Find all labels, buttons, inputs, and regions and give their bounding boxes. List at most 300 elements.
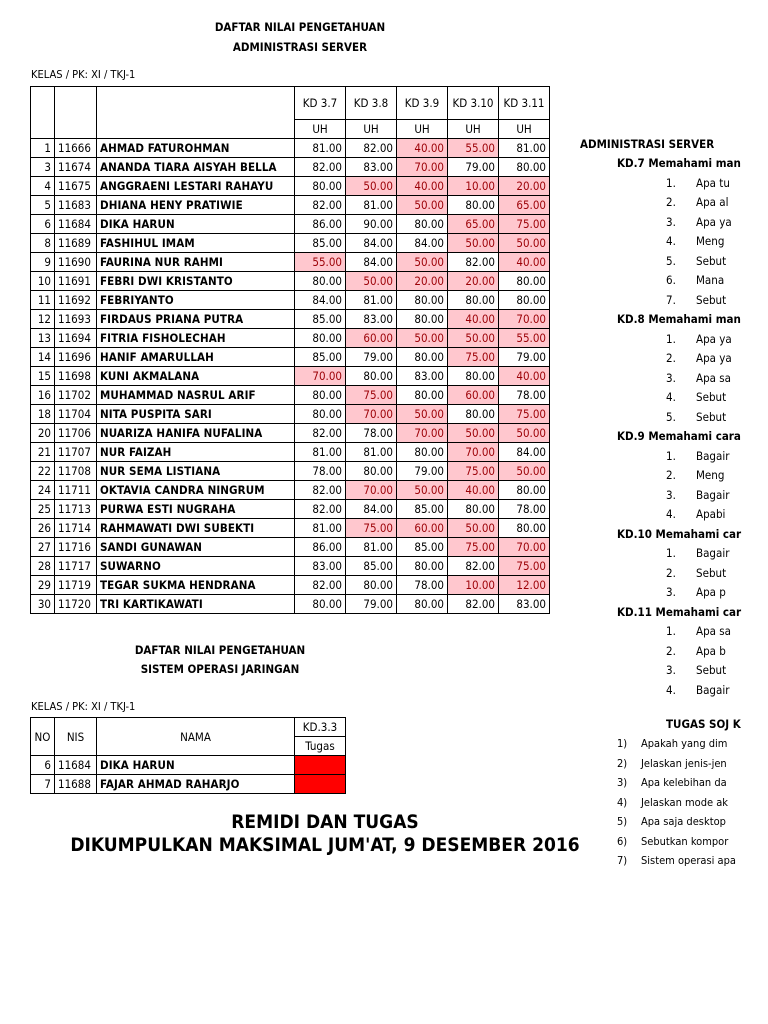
row-nis: 11698 [55, 367, 97, 386]
score-cell: 82.00 [448, 557, 499, 576]
row-nis: 11683 [55, 196, 97, 215]
question-item [666, 195, 728, 209]
row-no: 21 [31, 443, 55, 462]
remidi-deadline: DIKUMPULKAN MAKSIMAL JUM'AT, 9 DESEMBER 2016 [70, 834, 580, 856]
tugas-text: Jelaskan jenis-jen [641, 756, 727, 770]
question-text: Bagair [696, 448, 730, 463]
question-text: Apa tu [696, 175, 730, 190]
tugas-number: 6) [617, 834, 628, 848]
question-item [666, 371, 731, 385]
question-text: Apabi [696, 507, 726, 521]
table-row [31, 443, 550, 462]
row-nis: 11688 [55, 775, 97, 794]
question-number: 4. [666, 390, 676, 404]
score-cell: 80.00 [346, 462, 397, 481]
tugas-text: Apakah yang dim [641, 737, 728, 750]
tugas-heading: TUGAS SOJ K [666, 717, 741, 731]
score-cell: 79.00 [499, 348, 550, 367]
nama-header [97, 87, 295, 139]
question-item [666, 488, 729, 502]
question-text: Apa b [696, 643, 726, 658]
score-cell: 75.00 [499, 215, 550, 234]
table-row [31, 253, 550, 272]
score-cell: 70.00 [448, 443, 499, 462]
table-row [31, 775, 346, 794]
question-item [666, 254, 726, 268]
nis-header: NIS [55, 718, 97, 756]
kd-heading: KD.10 Memahami car [617, 526, 742, 541]
score-cell: 80.00 [295, 272, 346, 291]
score-cell: 82.00 [295, 576, 346, 595]
row-nis: 11719 [55, 576, 97, 595]
score-cell: 86.00 [295, 215, 346, 234]
question-item [666, 566, 726, 580]
tugas-item [617, 737, 727, 750]
table-row [31, 348, 550, 367]
question-item [666, 273, 724, 287]
score-cell: 82.00 [295, 500, 346, 519]
row-nis: 11684 [55, 215, 97, 234]
row-nis: 11666 [55, 139, 97, 158]
score-cell: 81.00 [295, 519, 346, 538]
row-nama: KUNI AKMALANA [97, 367, 295, 386]
row-nama: NITA PUSPITA SARI [97, 405, 295, 424]
score-cell: 20.00 [499, 177, 550, 196]
row-no: 4 [31, 177, 55, 196]
kd-header: KD 3.8 [346, 87, 397, 120]
score-cell: 75.00 [499, 557, 550, 576]
question-text: Sebut [696, 253, 727, 268]
row-no: 14 [31, 348, 55, 367]
question-number: 1. [666, 448, 676, 463]
score-cell: 80.00 [295, 595, 346, 614]
table-row [31, 158, 550, 177]
score-cell: 10.00 [448, 177, 499, 196]
tugas-item [617, 757, 727, 770]
score-cell: 40.00 [499, 253, 550, 272]
table-row [31, 424, 550, 443]
score-cell: 78.00 [499, 386, 550, 405]
score-cell: 80.00 [448, 196, 499, 215]
table-row [31, 329, 550, 348]
score-cell: 82.00 [295, 481, 346, 500]
score-cell: 82.00 [448, 595, 499, 614]
soj-subtitle: SISTEM OPERASI JARINGAN [140, 662, 300, 676]
table-row [31, 576, 550, 595]
question-number: 7. [666, 292, 676, 307]
row-no: 8 [31, 234, 55, 253]
tugas-item [617, 815, 726, 828]
question-number: 1. [666, 624, 676, 638]
right-heading: ADMINISTRASI SERVER [580, 137, 715, 151]
row-no: 1 [31, 139, 55, 158]
admin-grade-table [30, 86, 550, 614]
row-nis: 11696 [55, 348, 97, 367]
score-cell: 50.00 [448, 329, 499, 348]
question-item [666, 215, 732, 229]
uh-header: UH [346, 120, 397, 139]
score-cell: 75.00 [346, 386, 397, 405]
question-text: Apa p [696, 585, 726, 599]
question-number: 3. [666, 663, 676, 677]
kd-header: KD 3.9 [397, 87, 448, 120]
question-text: Apa al [696, 195, 729, 209]
score-cell: 80.00 [346, 576, 397, 595]
score-cell: 20.00 [397, 272, 448, 291]
row-nis: 11691 [55, 272, 97, 291]
no-header [31, 87, 55, 139]
score-cell: 82.00 [448, 253, 499, 272]
score-cell: 80.00 [448, 500, 499, 519]
row-nama: NUARIZA HANIFA NUFALINA [97, 424, 295, 443]
table-row [31, 756, 346, 775]
row-no: 9 [31, 253, 55, 272]
row-nama: TRI KARTIKAWATI [97, 595, 295, 614]
question-text: Meng [696, 234, 725, 248]
score-cell: 81.00 [346, 538, 397, 557]
row-no: 20 [31, 424, 55, 443]
score-cell: 84.00 [346, 234, 397, 253]
row-no: 27 [31, 538, 55, 557]
tugas-item [617, 796, 728, 809]
score-cell: 40.00 [397, 139, 448, 158]
question-item [666, 234, 724, 248]
question-text: Sebut [696, 292, 727, 307]
question-item [666, 176, 730, 190]
score-cell: 65.00 [448, 215, 499, 234]
table-row [31, 215, 550, 234]
row-no: 18 [31, 405, 55, 424]
tugas-text: Apa kelebihan da [641, 776, 727, 789]
question-item [666, 624, 731, 638]
row-nis: 11694 [55, 329, 97, 348]
question-text: Bagair [696, 546, 730, 560]
row-nama: FAJAR AHMAD RAHARJO [97, 775, 295, 794]
row-nama: FASHIHUL IMAM [97, 234, 295, 253]
tugas-missing-cell [295, 775, 346, 794]
score-cell: 65.00 [499, 196, 550, 215]
score-cell: 80.00 [295, 329, 346, 348]
score-cell: 50.00 [397, 253, 448, 272]
score-cell: 40.00 [499, 367, 550, 386]
score-cell: 83.00 [397, 367, 448, 386]
kd-heading: KD.8 Memahami man [617, 312, 741, 326]
score-cell: 79.00 [397, 462, 448, 481]
question-item [666, 468, 724, 482]
question-item [666, 351, 732, 365]
score-cell: 84.00 [499, 443, 550, 462]
question-text: Bagair [696, 487, 730, 502]
score-cell: 50.00 [397, 481, 448, 500]
row-nama: AHMAD FATUROHMAN [97, 139, 295, 158]
score-cell: 80.00 [499, 272, 550, 291]
score-cell: 80.00 [397, 443, 448, 462]
row-nis: 11690 [55, 253, 97, 272]
score-cell: 70.00 [295, 367, 346, 386]
tugas-number: 5) [617, 815, 628, 828]
score-cell: 82.00 [295, 158, 346, 177]
score-cell: 85.00 [295, 234, 346, 253]
score-cell: 60.00 [397, 519, 448, 538]
question-item [666, 663, 726, 677]
score-cell: 81.00 [346, 443, 397, 462]
score-cell: 40.00 [448, 310, 499, 329]
row-nama: ANANDA TIARA AISYAH BELLA [97, 158, 295, 177]
row-nis: 11711 [55, 481, 97, 500]
score-cell: 80.00 [499, 481, 550, 500]
tugas-number: 3) [617, 776, 628, 789]
question-number: 5. [666, 409, 676, 424]
score-cell: 83.00 [346, 158, 397, 177]
question-number: 4. [666, 682, 676, 697]
question-number: 2. [666, 468, 676, 482]
row-no: 12 [31, 310, 55, 329]
question-item [666, 332, 732, 346]
question-item [666, 683, 729, 697]
score-cell: 79.00 [346, 348, 397, 367]
question-item [666, 644, 726, 658]
row-nama: ANGGRAENI LESTARI RAHAYU [97, 177, 295, 196]
score-cell: 86.00 [295, 538, 346, 557]
score-cell: 80.00 [499, 158, 550, 177]
table-row [31, 500, 550, 519]
tugas-number: 1) [617, 737, 628, 750]
tugas-text: Jelaskan mode ak [641, 795, 729, 809]
row-nis: 11689 [55, 234, 97, 253]
row-nama: DIKA HARUN [97, 215, 295, 234]
question-text: Meng [696, 468, 725, 482]
kd-header: KD 3.7 [295, 87, 346, 120]
score-cell: 10.00 [448, 576, 499, 595]
row-nis: 11713 [55, 500, 97, 519]
question-text: Sebut [696, 565, 727, 580]
table-row [31, 234, 550, 253]
soj-title: DAFTAR NILAI PENGETAHUAN [134, 643, 306, 657]
score-cell: 82.00 [295, 196, 346, 215]
table-row [31, 291, 550, 310]
score-cell: 84.00 [346, 253, 397, 272]
tugas-header: Tugas [295, 737, 346, 756]
row-nama: TEGAR SUKMA HENDRANA [97, 576, 295, 595]
question-number: 5. [666, 253, 676, 268]
score-cell: 80.00 [448, 367, 499, 386]
score-cell: 79.00 [448, 158, 499, 177]
kd-header: KD 3.10 [448, 87, 499, 120]
table-row [31, 557, 550, 576]
row-nama: SANDI GUNAWAN [97, 538, 295, 557]
score-cell: 55.00 [448, 139, 499, 158]
score-cell: 75.00 [448, 538, 499, 557]
question-number: 3. [666, 585, 676, 599]
table-row [31, 519, 550, 538]
score-cell: 80.00 [295, 405, 346, 424]
table-row [31, 386, 550, 405]
score-cell: 84.00 [346, 500, 397, 519]
score-cell: 50.00 [448, 424, 499, 443]
score-cell: 70.00 [499, 310, 550, 329]
row-nama: OKTAVIA CANDRA NINGRUM [97, 481, 295, 500]
score-cell: 80.00 [499, 291, 550, 310]
score-cell: 55.00 [499, 329, 550, 348]
score-cell: 80.00 [499, 519, 550, 538]
score-cell: 50.00 [397, 196, 448, 215]
row-nis: 11684 [55, 756, 97, 775]
question-text: Sebut [696, 409, 727, 424]
uh-header: UH [295, 120, 346, 139]
score-cell: 80.00 [295, 386, 346, 405]
row-no: 6 [31, 756, 55, 775]
score-cell: 85.00 [397, 500, 448, 519]
row-nama: DHIANA HENY PRATIWIE [97, 196, 295, 215]
score-cell: 12.00 [499, 576, 550, 595]
kd-header: KD 3.11 [499, 87, 550, 120]
question-item [666, 449, 729, 463]
score-cell: 83.00 [499, 595, 550, 614]
tugas-text: Apa saja desktop [641, 815, 726, 828]
row-no: 5 [31, 196, 55, 215]
score-cell: 75.00 [346, 519, 397, 538]
row-nama: PURWA ESTI NUGRAHA [97, 500, 295, 519]
row-no: 24 [31, 481, 55, 500]
row-nis: 11708 [55, 462, 97, 481]
score-cell: 50.00 [499, 462, 550, 481]
row-nis: 11674 [55, 158, 97, 177]
score-cell: 81.00 [346, 196, 397, 215]
table-row [31, 595, 550, 614]
row-nis: 11717 [55, 557, 97, 576]
score-cell: 40.00 [397, 177, 448, 196]
row-nama: FEBRI DWI KRISTANTO [97, 272, 295, 291]
score-cell: 84.00 [295, 291, 346, 310]
row-nama: FAURINA NUR RAHMI [97, 253, 295, 272]
admin-title: DAFTAR NILAI PENGETAHUAN [214, 20, 386, 34]
score-cell: 70.00 [346, 481, 397, 500]
row-no: 11 [31, 291, 55, 310]
score-cell: 78.00 [346, 424, 397, 443]
score-cell: 50.00 [346, 177, 397, 196]
row-nis: 11706 [55, 424, 97, 443]
question-number: 2. [666, 351, 676, 365]
score-cell: 80.00 [397, 310, 448, 329]
row-nis: 11702 [55, 386, 97, 405]
question-text: Bagair [696, 682, 730, 697]
score-cell: 79.00 [346, 595, 397, 614]
row-no: 25 [31, 500, 55, 519]
soj-header-row [31, 718, 346, 737]
score-cell: 75.00 [448, 462, 499, 481]
kd-header-row [31, 87, 550, 120]
row-nama: NUR SEMA LISTIANA [97, 462, 295, 481]
score-cell: 50.00 [448, 519, 499, 538]
score-cell: 50.00 [499, 234, 550, 253]
question-text: Mana [696, 273, 725, 287]
tugas-text: Sistem operasi apa [641, 854, 736, 867]
score-cell: 60.00 [346, 329, 397, 348]
score-cell: 85.00 [295, 310, 346, 329]
tugas-missing-cell [295, 756, 346, 775]
question-number: 2. [666, 195, 676, 209]
soj-kelas: KELAS / PK: XI / TKJ-1 [31, 700, 136, 713]
row-no: 13 [31, 329, 55, 348]
score-cell: 83.00 [295, 557, 346, 576]
score-cell: 70.00 [397, 158, 448, 177]
row-nama: FITRIA FISHOLECHAH [97, 329, 295, 348]
kd-heading: KD.9 Memahami cara [617, 429, 741, 443]
row-nis: 11707 [55, 443, 97, 462]
score-cell: 78.00 [295, 462, 346, 481]
score-cell: 80.00 [397, 215, 448, 234]
question-number: 3. [666, 487, 676, 502]
row-nama: FEBRIYANTO [97, 291, 295, 310]
score-cell: 50.00 [448, 234, 499, 253]
question-item [666, 546, 729, 560]
tugas-item [617, 854, 736, 867]
kd-heading: KD.7 Memahami man [617, 156, 741, 170]
score-cell: 50.00 [397, 329, 448, 348]
score-cell: 55.00 [295, 253, 346, 272]
question-item [666, 390, 726, 404]
question-number: 4. [666, 507, 676, 521]
question-item [666, 507, 725, 521]
score-cell: 81.00 [499, 139, 550, 158]
row-nama: RAHMAWATI DWI SUBEKTI [97, 519, 295, 538]
score-cell: 82.00 [295, 424, 346, 443]
remidi-heading: REMIDI DAN TUGAS [231, 811, 419, 833]
score-cell: 20.00 [448, 272, 499, 291]
nis-header [55, 87, 97, 139]
tugas-text: Sebutkan kompor [641, 834, 729, 848]
row-nis: 11675 [55, 177, 97, 196]
score-cell: 50.00 [397, 405, 448, 424]
score-cell: 80.00 [397, 595, 448, 614]
row-no: 22 [31, 462, 55, 481]
tugas-number: 7) [617, 854, 628, 867]
row-nis: 11716 [55, 538, 97, 557]
table-row [31, 272, 550, 291]
question-number: 2. [666, 643, 676, 658]
score-cell: 80.00 [397, 386, 448, 405]
row-no: 7 [31, 775, 55, 794]
row-no: 30 [31, 595, 55, 614]
row-nama: SUWARNO [97, 557, 295, 576]
table-row [31, 405, 550, 424]
score-cell: 81.00 [346, 291, 397, 310]
question-number: 1. [666, 331, 676, 346]
row-no: 26 [31, 519, 55, 538]
score-cell: 50.00 [346, 272, 397, 291]
score-cell: 82.00 [346, 139, 397, 158]
row-nama: NUR FAIZAH [97, 443, 295, 462]
row-no: 3 [31, 158, 55, 177]
question-text: Sebut [696, 663, 727, 677]
row-nama: HANIF AMARULLAH [97, 348, 295, 367]
score-cell: 60.00 [448, 386, 499, 405]
score-cell: 50.00 [499, 424, 550, 443]
row-no: 29 [31, 576, 55, 595]
score-cell: 78.00 [397, 576, 448, 595]
table-row [31, 310, 550, 329]
question-number: 3. [666, 214, 676, 229]
tugas-number: 4) [617, 795, 628, 809]
question-number: 3. [666, 370, 676, 385]
score-cell: 80.00 [295, 177, 346, 196]
table-row [31, 196, 550, 215]
tugas-item [617, 776, 727, 789]
score-cell: 85.00 [295, 348, 346, 367]
question-item [666, 293, 726, 307]
kd-heading: KD.11 Memahami car [617, 604, 742, 619]
uh-header: UH [448, 120, 499, 139]
